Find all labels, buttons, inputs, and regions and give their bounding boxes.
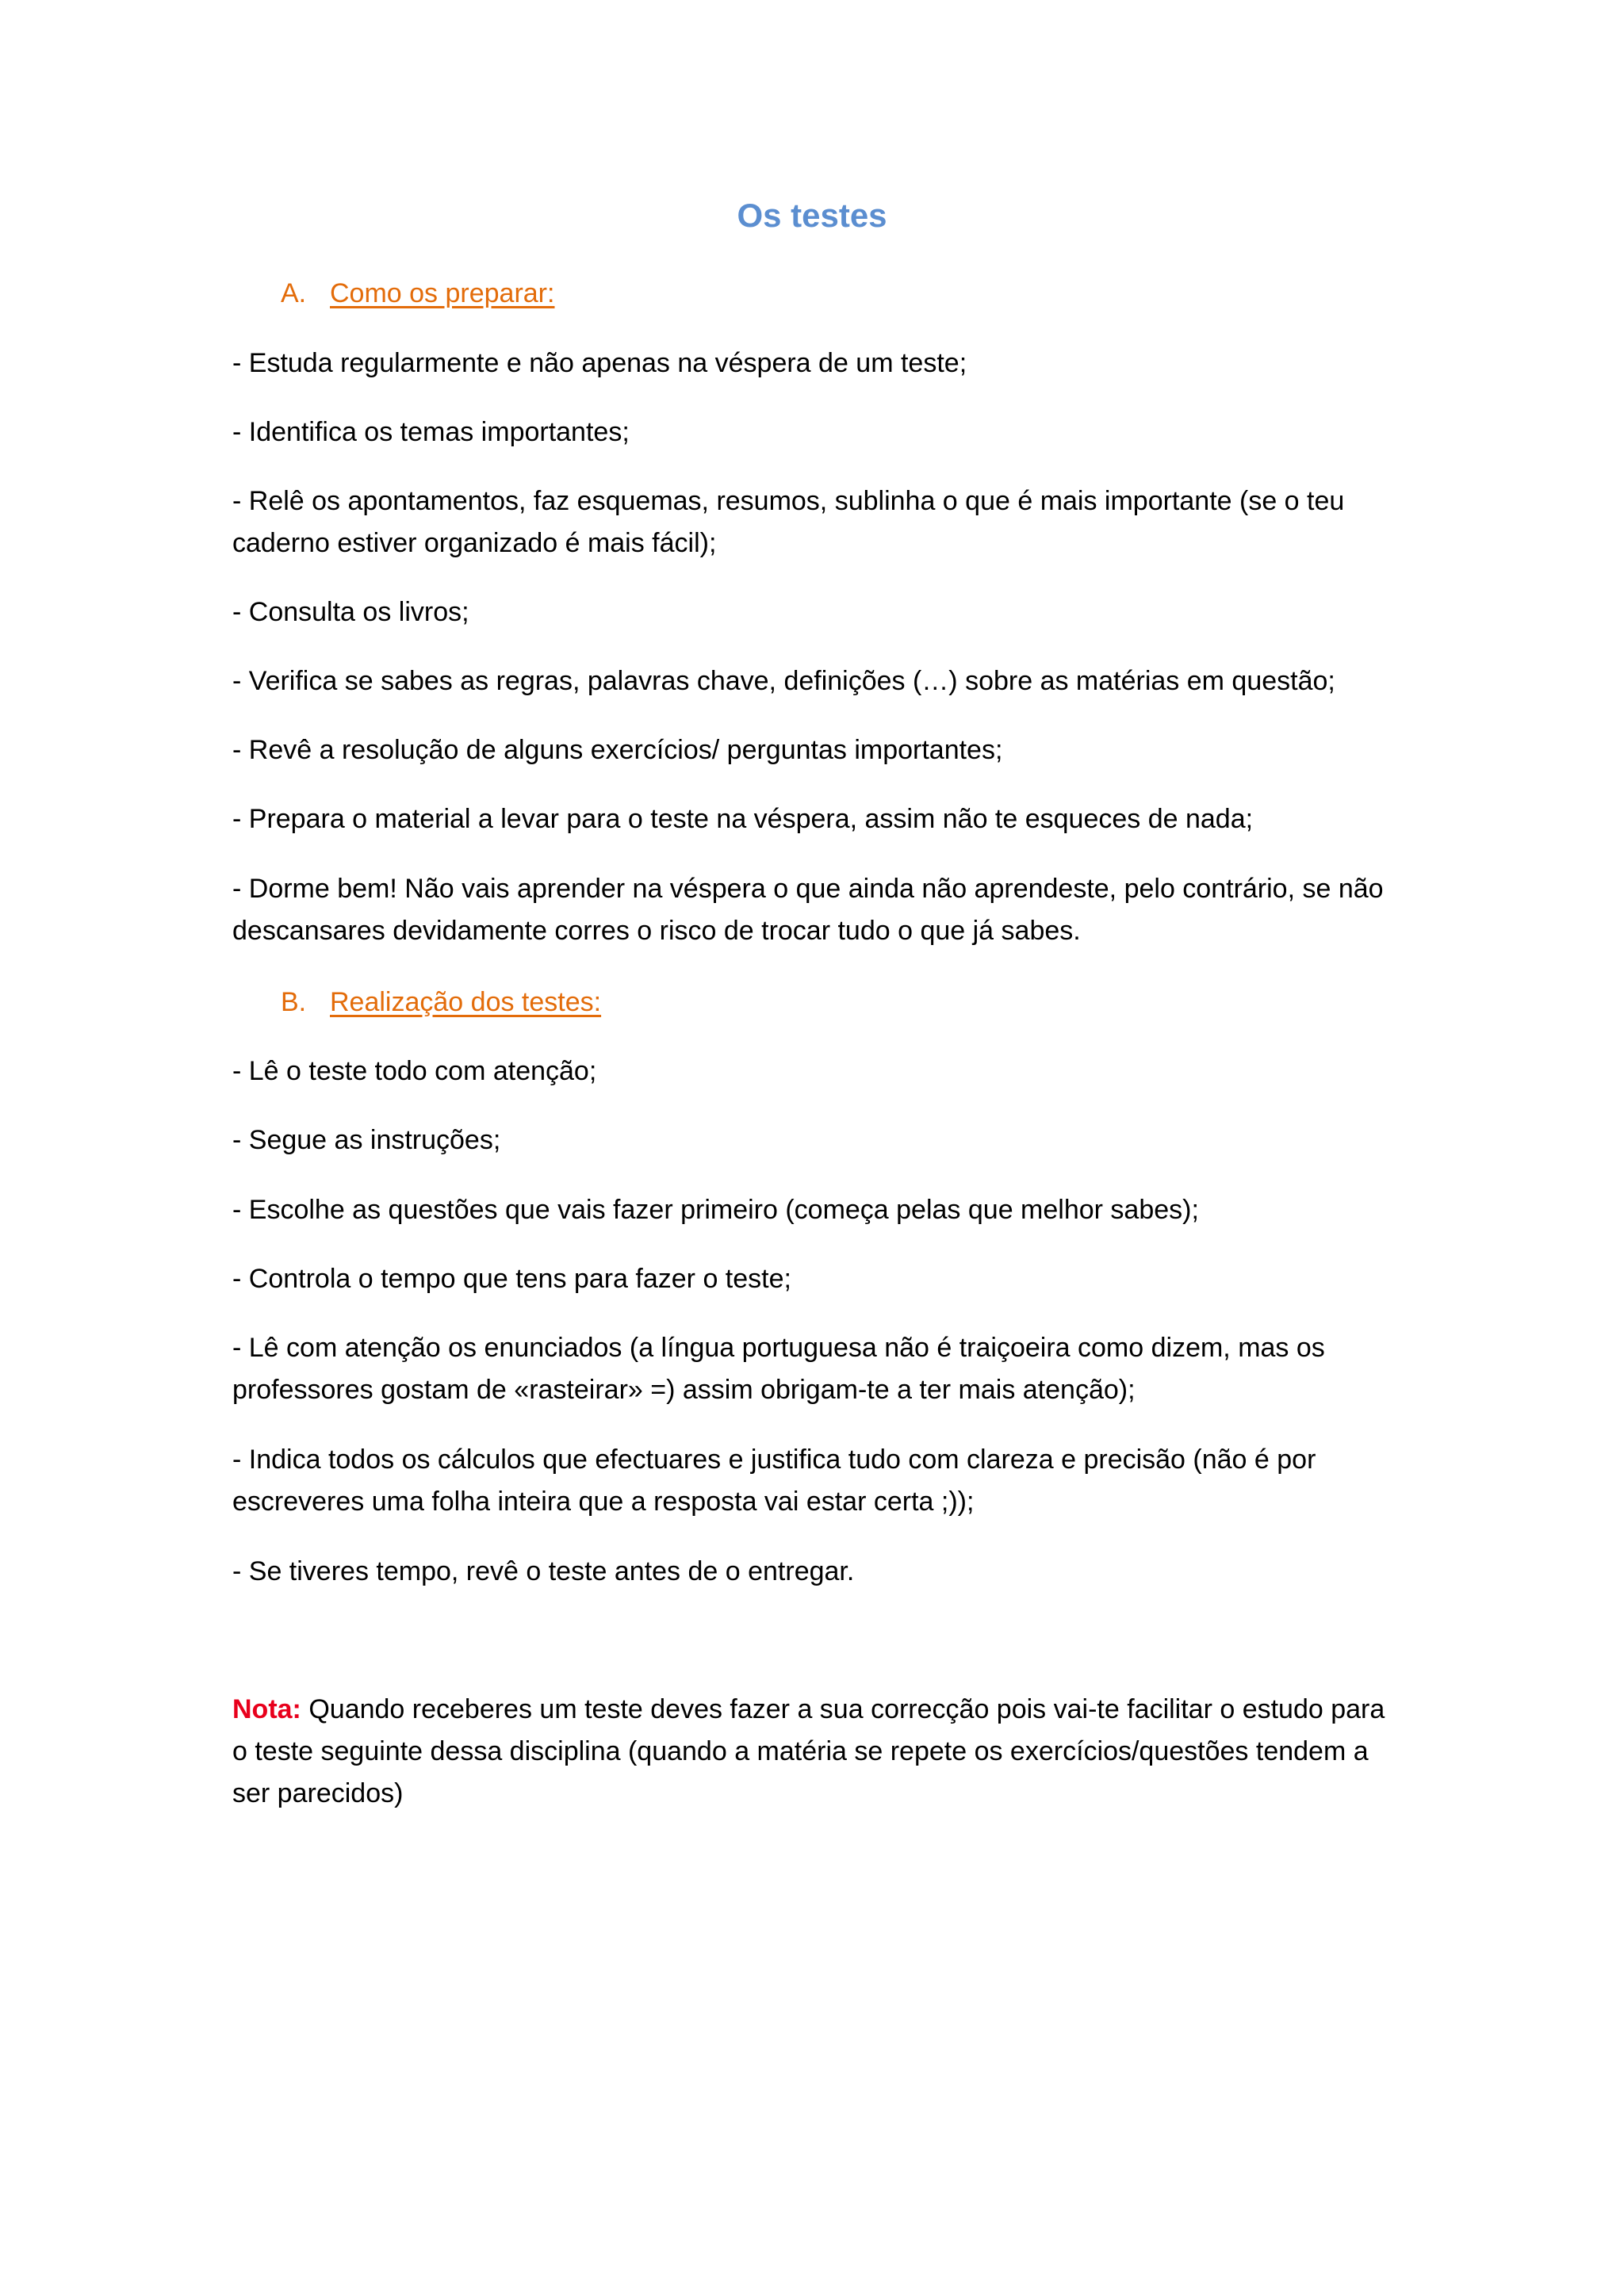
section-a-title: Como os preparar: <box>330 278 555 308</box>
list-item: - Revê a resolução de alguns exercícios/ perguntas importantes; <box>232 735 1003 765</box>
list-item: - Indica todos os cálculos que efectuares e justifica tudo com clareza e precisão (não é por escreveres uma folha inteira que a resposta vai estar certa ;)); <box>232 1445 1316 1517</box>
list-item: - Relê os apontamentos, faz esquemas, resumos, sublinha o que é mais importante (se o teu caderno estiver organizado é mais fácil); <box>232 486 1345 558</box>
note-paragraph <box>232 1689 1398 1815</box>
list-item: - Lê com atenção os enunciados (a língua portuguesa não é traiçoeira como dizem, mas os professores gostam de «rasteirar» =) assim obrigam-te a ter mais atenção); <box>232 1333 1325 1405</box>
section-a-letter: A. <box>281 278 307 308</box>
document-title: Os testes <box>737 197 887 234</box>
section-b-title: Realização dos testes: <box>330 987 602 1017</box>
list-item: - Escolhe as questões que vais fazer primeiro (começa pelas que melhor sabes); <box>232 1195 1199 1225</box>
note-text: Quando receberes um teste deves fazer a sua correcção pois vai-te facilitar o estudo para o teste seguinte dessa disciplina (quando a matéria se repete os exercícios/questões tendem a ser parecidos) <box>232 1694 1385 1808</box>
section-b-heading <box>281 982 601 1022</box>
list-item: - Dorme bem! Não vais aprender na véspera o que ainda não aprendeste, pelo contrário, se não descansares devidamente corres o risco de trocar tudo o que já sabes. <box>232 874 1384 946</box>
list-item: - Segue as instruções; <box>232 1125 501 1155</box>
list-item: - Lê o teste todo com atenção; <box>232 1056 597 1086</box>
list-item: - Verifica se sabes as regras, palavras chave, definições (…) sobre as matérias em questão; <box>232 666 1335 696</box>
list-item: - Consulta os livros; <box>232 597 469 627</box>
list-item: - Se tiveres tempo, revê o teste antes de o entregar. <box>232 1556 855 1586</box>
note-label: Nota: <box>232 1694 301 1724</box>
list-item: - Prepara o material a levar para o teste na véspera, assim não te esqueces de nada; <box>232 804 1254 834</box>
list-item: - Identifica os temas importantes; <box>232 417 630 447</box>
section-b-letter: B. <box>281 987 307 1017</box>
section-a-heading <box>281 274 554 313</box>
list-item: - Estuda regularmente e não apenas na véspera de um teste; <box>232 348 967 378</box>
list-item: - Controla o tempo que tens para fazer o teste; <box>232 1264 791 1294</box>
